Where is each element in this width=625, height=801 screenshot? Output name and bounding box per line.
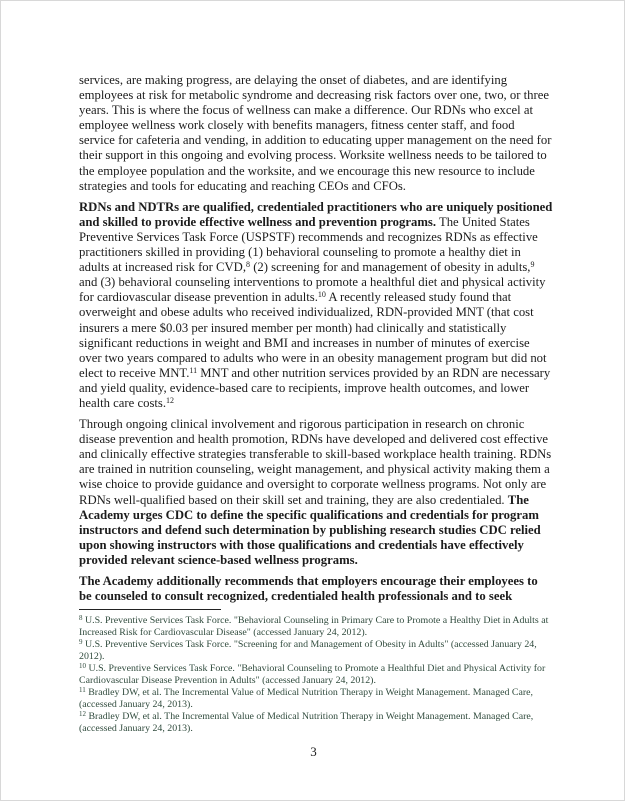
bold-statement: The Academy urges CDC to define the specific qualifications and credentials for program instructors and defend such determination by publishing research studies CDC relied upon showing instructors with those qualifications and credentials have effectively provided relevant science-based wellness programs. bbox=[79, 492, 541, 567]
page-number: 3 bbox=[310, 744, 317, 759]
paragraph-text: The United States Preventive Services Task Force (USPSTF) recommends and recognizes RDNs as effective practitioners skilled in providing (1) behavioral counseling to promote a healthy diet in adults at increased risk for CVD, bbox=[79, 214, 538, 275]
paragraph-text: and (3) behavioral counseling interventions to promote a healthful diet and physical activity for cardiovascular disease prevention in adults. bbox=[79, 275, 546, 305]
footnote-text: Bradley DW, et al. The Incremental Value of Medical Nutrition Therapy in Weight Management. Managed Care, (accessed January 24, 2013). bbox=[79, 711, 534, 734]
paragraph-text: Through ongoing clinical involvement and rigorous participation in research on chronic disease prevention and health promotion, RDNs have developed and delivered cost effective and clinically effective strategies transferable to skill-based workplace health training. RDNs are trained in nutrition counseling, weight management, and physical activity making them a wise choice to provide guidance and oversight to corporate wellness programs. Not only are RDNs well-qualified based on their skill set and training, they are also credentialed. bbox=[79, 417, 552, 507]
footnotes bbox=[79, 615, 555, 735]
footnote-text: U.S. Preventive Services Task Force. "Behavioral Counseling in Primary Care to Promote a Healthy Diet in Adults at Increased Risk for Cardiovascular Disease" (accessed January 24, 2012). bbox=[79, 615, 549, 638]
paragraph-text: MNT and other nutrition services provided by an RDN are necessary and yield quality, evidence-based care to recipients, improve health outcomes, and lower health care costs. bbox=[79, 365, 551, 410]
footnote-11 bbox=[79, 687, 555, 711]
footnote-9 bbox=[79, 639, 555, 663]
paragraph-clinical-involvement bbox=[79, 417, 553, 568]
footnote-number: 12 bbox=[79, 710, 86, 718]
footnote-number: 10 bbox=[79, 662, 86, 670]
footnote-ref-8[interactable]: 8 bbox=[246, 260, 251, 270]
footnote-ref-10[interactable]: 10 bbox=[317, 290, 326, 300]
paragraph-rdn-qualified bbox=[79, 200, 553, 411]
footnote-number: 8 bbox=[79, 614, 83, 622]
footnote-number: 9 bbox=[79, 638, 83, 646]
bold-statement: RDNs and NDTRs are qualified, credentialed practitioners who are uniquely positioned and skilled to provide effective wellness and prevention programs. bbox=[79, 199, 553, 229]
footnote-separator bbox=[79, 609, 221, 610]
body-text bbox=[79, 73, 553, 610]
footnote-text: U.S. Preventive Services Task Force. "Behavioral Counseling to Promote a Healthful Diet and Physical Activity for Cardiovascular Disease Prevention in Adults" (accessed January 24, 2012). bbox=[79, 663, 546, 686]
paragraph-text: (2) screening for and management of obesity in adults, bbox=[250, 260, 531, 275]
footnote-ref-11[interactable]: 11 bbox=[189, 365, 198, 375]
paragraph-wellness-progress bbox=[79, 73, 553, 194]
paragraph-text: services, are making progress, are delaying the onset of diabetes, and are identifying employees at risk for metabolic syndrome and decreasing risk factors over one, two, or three years. This is where the focus of wellness can make a difference. Our RDNs who excel at employee wellness work closely with benefits managers, fitness center staff, and food service for cafeteria and vending, in addition to educating upper management on the need for their support in this ongoing and evolving process. Worksite wellness needs to be tailored to the employee population and the worksite, and we encourage this new resource to include strategies and tools for educating and reaching CEOs and CFOs. bbox=[79, 73, 552, 193]
footnote-12 bbox=[79, 711, 555, 735]
footnote-ref-12[interactable]: 12 bbox=[166, 395, 175, 405]
footnote-text: U.S. Preventive Services Task Force. "Screening for and Management of Obesity in Adults" (accessed January 24, 2012). bbox=[79, 639, 537, 662]
paragraph-text: A recently released study found that overweight and obese adults who received individualized, RDN-provided MNT (that cost insurers a mere $0.03 per insured member per month) had clinically and statistically significant reductions in weight and BMI and increases in number of minutes of exercise over two years compared to adults who were in an obesity management program but did not elect to receive MNT. bbox=[79, 290, 547, 380]
paragraph-academy-recommends bbox=[79, 574, 553, 604]
footnote-text: Bradley DW, et al. The Incremental Value of Medical Nutrition Therapy in Weight Management. Managed Care, (accessed January 24, 2013). bbox=[79, 687, 534, 710]
bold-statement: The Academy additionally recommends that employers encourage their employees to be counseled to consult recognized, credentialed health professionals and to seek bbox=[79, 574, 538, 604]
footnote-number: 11 bbox=[79, 686, 86, 694]
footnote-ref-9[interactable]: 9 bbox=[530, 260, 535, 270]
footnote-10 bbox=[79, 663, 555, 687]
footnote-8 bbox=[79, 615, 555, 639]
